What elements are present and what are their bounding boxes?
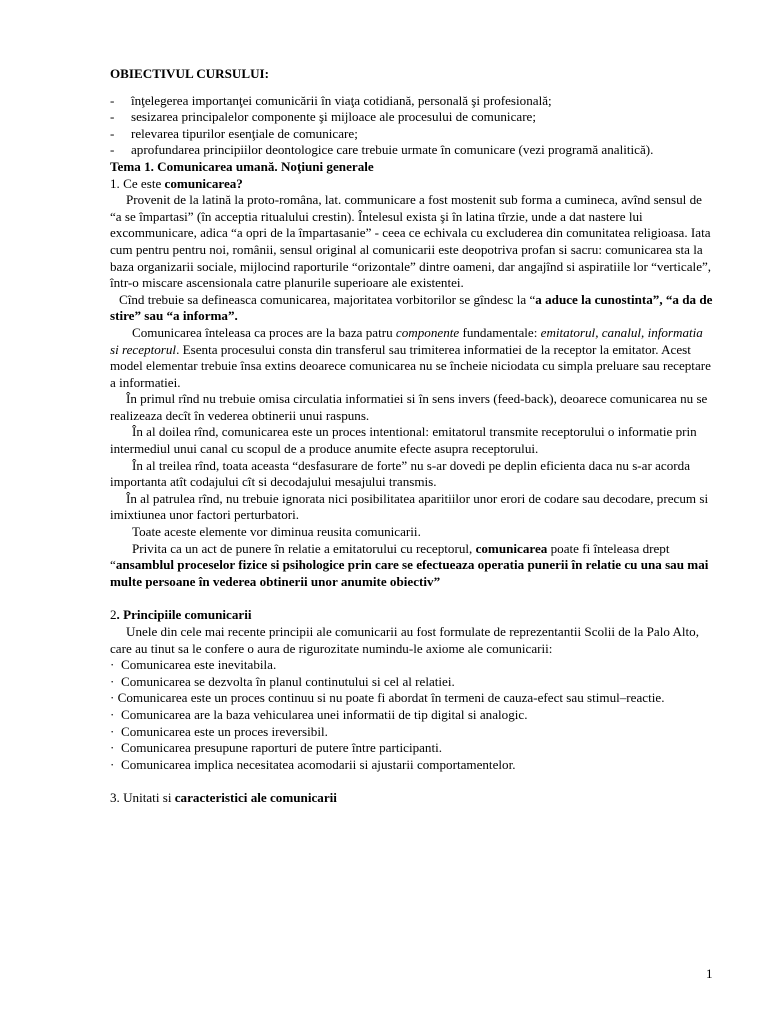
list-item: · Comunicarea este un proces ireversibil. <box>110 723 328 739</box>
objectives-list <box>110 93 714 159</box>
dash-marker: - <box>110 125 115 141</box>
list-item: - aprofundarea principiilor deontologice care trebuie urmate în comunicare (vezi programă analitică). <box>110 142 654 158</box>
spacer <box>110 773 714 790</box>
paragraph: Unele din cele mai recente principii ale comunicarii au fost formulate de reprezentantii Scolii de la Palo Alto, care au tinut sa le confere o aura de rigurozitate numindu-le axiome ale comunicarii: <box>110 624 699 656</box>
dash-marker: - <box>110 109 115 125</box>
list-item: · Comunicarea este inevitabila. <box>110 657 277 673</box>
dash-marker: - <box>110 142 115 158</box>
dash-marker: - <box>110 92 115 108</box>
paragraph: În primul rînd nu trebuie omisa circulatia informatiei si în sens invers (feed-back), deoarece comunicarea nu se realizeaza decît în vederea obtinerii unui raspuns. <box>110 391 708 423</box>
list-item: · Comunicarea presupune raporturi de putere între participanti. <box>110 740 443 756</box>
bullet-marker: · <box>110 690 115 706</box>
bullet-marker: · <box>110 756 115 772</box>
bullet-marker: · <box>110 657 115 673</box>
list-item: · Comunicarea implica necesitatea acomodarii si ajustarii comportamentelor. <box>110 756 516 772</box>
document-page <box>110 66 714 807</box>
paragraph: În al patrulea rînd, nu trebuie ignorata nici posibilitatea aparitiilor unor erori de codare sau decodare, precum si imixtiunea unor factori perturbatori. <box>110 490 709 523</box>
bullet-marker: · <box>110 723 115 739</box>
section-3-heading: 3. Unitati si caracteristici ale comunicarii <box>110 790 337 806</box>
page-number: 1 <box>706 966 713 981</box>
theme-title: Tema 1. Comunicarea umană. Noţiuni generale <box>110 158 374 174</box>
bullet-marker: · <box>110 673 115 689</box>
paragraph: Provenit de la latină la proto-româna, lat. communicare a fost mostenit sub forma a cumineca, avînd sensul de “a se împartasi” (în acceptia ritualului crestin). Întelesul exista şi în latina tîrzie, unde a dat nastere lui excommunicare, adica “a opri de la împartasanie” - ceea ce echivala cu excluderea din comunitatea religioasa. Iata cum pentru pentru noi, românii, sensul original al comunicarii este deopotriva profan si sacru: comunicarea sta la baza organizarii sociale, mijlocind raporturile “orizontale” dintre oameni, dar angajînd si aspiratiile lor “verticale”, într-o miscare ascensionala catre planurile superioare ale existentei. <box>110 192 712 291</box>
course-objective-heading: OBIECTIVUL CURSULUI: <box>110 66 269 81</box>
spacer <box>110 590 714 607</box>
list-item: · Comunicarea are la baza vehicularea unei informatii de tip digital si analogic. <box>110 706 528 722</box>
paragraph: În al treilea rînd, toata aceasta “desfasurare de forte” nu s-ar dovedi pe deplin eficienta daca nu s-ar acorda importanta atît codajului cît si decodajului mesajului transmis. <box>110 457 691 490</box>
principles-list <box>110 657 714 773</box>
list-item: - înţelegerea importanţei comunicării în viaţa cotidiană, personală şi profesională; <box>110 92 552 108</box>
section-1-heading: 1. Ce este comunicarea? <box>110 175 243 191</box>
bullet-marker: · <box>110 740 115 756</box>
bullet-marker: · <box>110 706 115 722</box>
paragraph: Toate aceste elemente vor diminua reusita comunicarii. <box>132 524 421 540</box>
list-item: · Comunicarea este un proces continuu si nu poate fi abordat în termeni de cauza-efect sau stimul–reactie. <box>110 690 665 706</box>
list-item: · Comunicarea se dezvolta în planul continutului si cel al relatiei. <box>110 673 455 689</box>
list-item: - sesizarea principalelor componente şi mijloace ale procesului de comunicare; <box>110 109 537 125</box>
section-2-heading: 2. Principiile comunicarii <box>110 607 252 623</box>
paragraph: În al doilea rînd, comunicarea este un proces intentional: emitatorul transmite receptorului o informatie prin intermediul unui canal cu scopul de a produce anumite efecte asupra receptorului. <box>110 424 697 457</box>
paragraph: Cînd trebuie sa defineasca comunicarea, majoritatea vorbitorilor se gîndesc la “a aduce la cunostinta”, “a da de stire” sau “a informa”. <box>110 291 713 324</box>
paragraph: Privita ca un act de punere în relatie a emitatorului cu receptorul, comunicarea poate fi înteleasa drept “ansamblul proceselor fizice si psihologice prin care se efectueaza operatia punerii în relatie cu una sau mai multe persoane în vederea obtinerii unor anumite obiectiv” <box>110 540 709 589</box>
list-item: - relevarea tipurilor esenţiale de comunicare; <box>110 125 358 141</box>
paragraph: Comunicarea înteleasa ca proces are la baza patru componente fundamentale: emitatorul, canalul, informatia si receptorul. Esenta procesului consta din transferul sau trimiterea informatiei de la receptor la emitator. Acest model elementar trebuie însa extins deoarece comunicarea nu se încheie niciodata cu simpla preluare sau receptare a informatiei. <box>110 324 711 390</box>
